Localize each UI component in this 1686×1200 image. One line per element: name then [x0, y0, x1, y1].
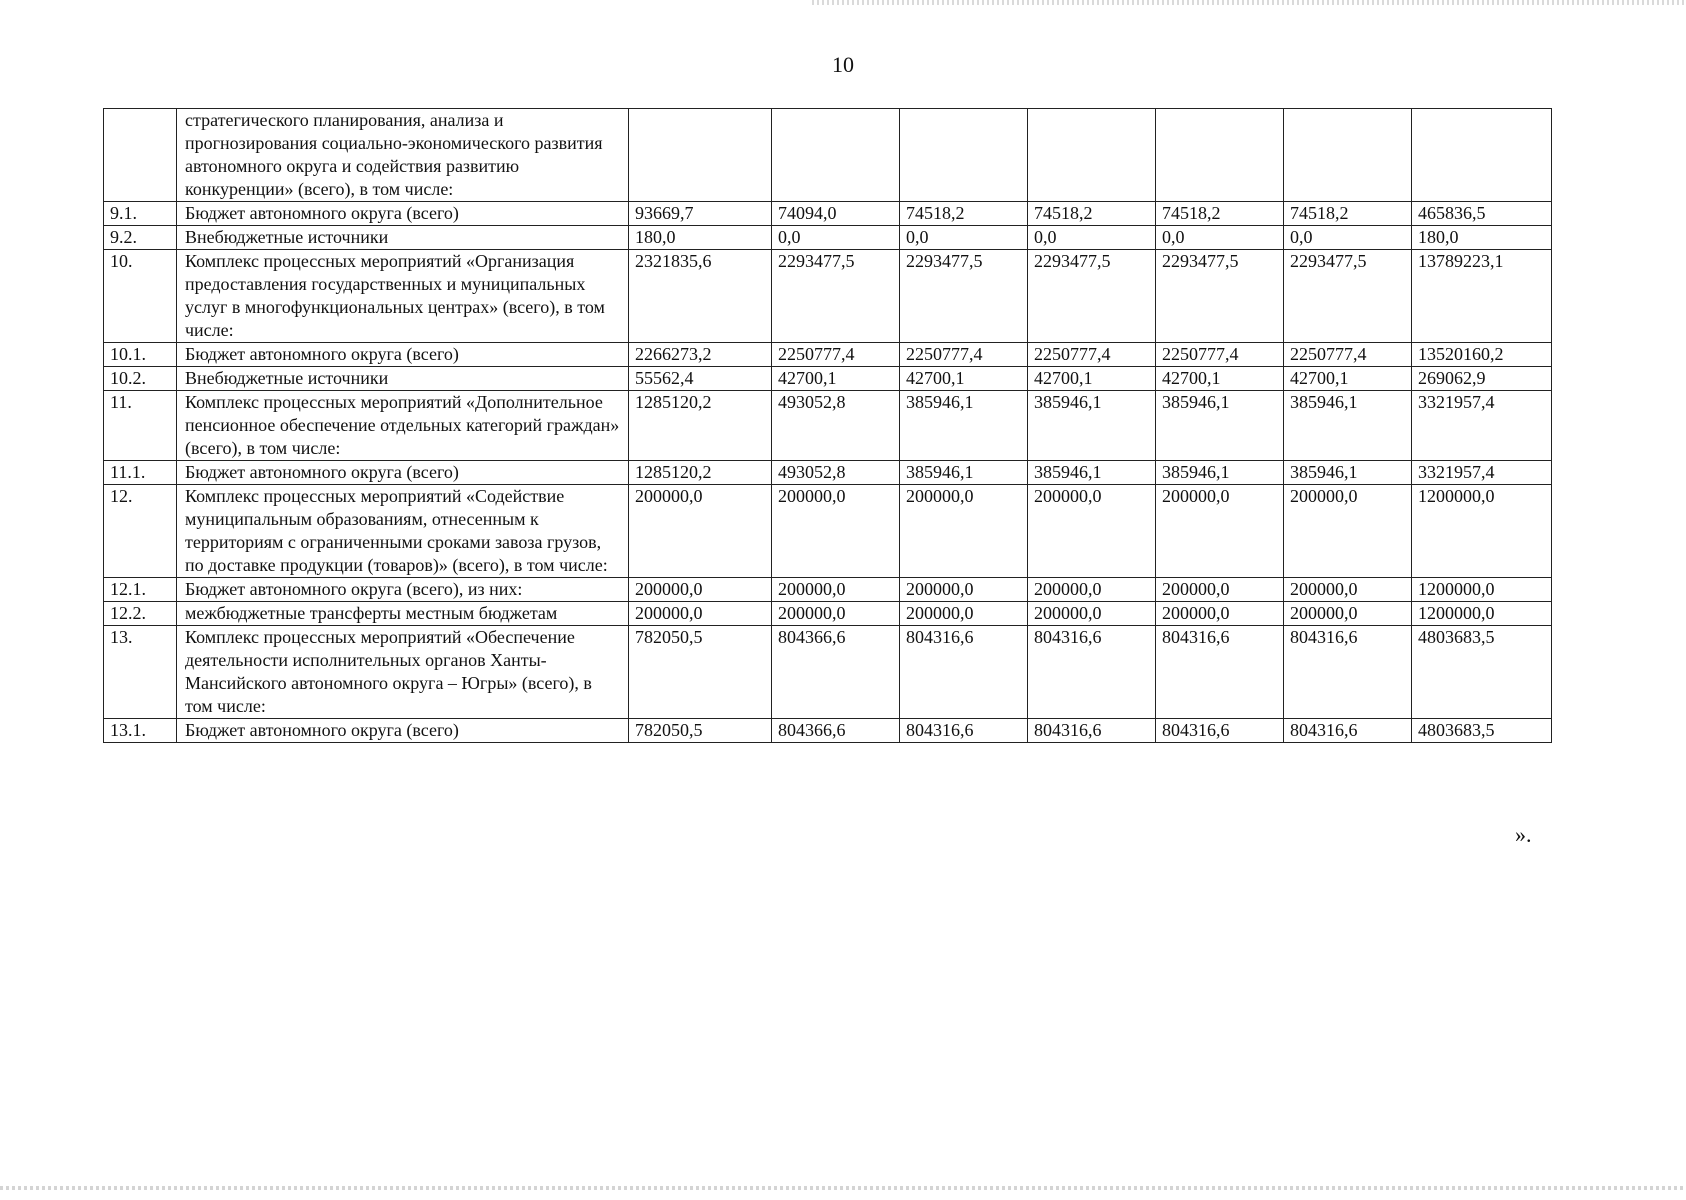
- year-value-cell: 385946,1: [900, 461, 1028, 485]
- year-value-cell: 200000,0: [1028, 578, 1156, 602]
- year-value-cell: 0,0: [1028, 226, 1156, 250]
- year-value-cell: 385946,1: [1284, 461, 1412, 485]
- year-value-cell: 74094,0: [772, 202, 900, 226]
- row-number: 11.: [104, 391, 177, 461]
- year-value-cell: 200000,0: [629, 485, 772, 578]
- budget-table: [103, 108, 1552, 743]
- table-row: [104, 367, 1552, 391]
- table-row: [104, 485, 1552, 578]
- total-value-cell: 3321957,4: [1412, 461, 1552, 485]
- total-value-cell: 1200000,0: [1412, 485, 1552, 578]
- year-value-cell: 804316,6: [1156, 719, 1284, 743]
- year-value-cell: 493052,8: [772, 461, 900, 485]
- total-value-cell: [1412, 109, 1552, 202]
- row-description: Комплекс процессных мероприятий «Содействие муниципальным образованиям, отнесенным к территориям с ограниченными сроками завоза грузов, по доставке продукции (товаров)» (всего), в том числе:: [177, 485, 629, 578]
- year-value-cell: 200000,0: [629, 602, 772, 626]
- year-value-cell: 2250777,4: [1284, 343, 1412, 367]
- year-value-cell: 804316,6: [1284, 626, 1412, 719]
- row-description: Внебюджетные источники: [177, 367, 629, 391]
- table-row: [104, 626, 1552, 719]
- table-body: [104, 109, 1552, 743]
- year-value-cell: 2266273,2: [629, 343, 772, 367]
- row-number: [104, 109, 177, 202]
- row-number: 12.2.: [104, 602, 177, 626]
- year-value-cell: 0,0: [900, 226, 1028, 250]
- year-value-cell: 0,0: [1284, 226, 1412, 250]
- year-value-cell: 2321835,6: [629, 250, 772, 343]
- year-value-cell: 200000,0: [1284, 485, 1412, 578]
- total-value-cell: 269062,9: [1412, 367, 1552, 391]
- row-description: Внебюджетные источники: [177, 226, 629, 250]
- table-row: [104, 226, 1552, 250]
- closing-quote-mark: ».: [1515, 822, 1532, 847]
- year-value-cell: 2293477,5: [900, 250, 1028, 343]
- year-value-cell: 1285120,2: [629, 461, 772, 485]
- table-row: [104, 391, 1552, 461]
- year-value-cell: 200000,0: [629, 578, 772, 602]
- year-value-cell: 804316,6: [900, 719, 1028, 743]
- table-row: [104, 250, 1552, 343]
- year-value-cell: [629, 109, 772, 202]
- year-value-cell: 200000,0: [1156, 602, 1284, 626]
- row-description: Бюджет автономного округа (всего): [177, 719, 629, 743]
- year-value-cell: [900, 109, 1028, 202]
- year-value-cell: 804366,6: [772, 626, 900, 719]
- scan-artifact-bottom: [0, 1186, 1686, 1190]
- year-value-cell: 385946,1: [1284, 391, 1412, 461]
- year-value-cell: 74518,2: [1156, 202, 1284, 226]
- year-value-cell: 200000,0: [772, 578, 900, 602]
- row-description: Комплекс процессных мероприятий «Обеспечение деятельности исполнительных органов Ханты-Мансийского автономного округа – Югры» (всего), в том числе:: [177, 626, 629, 719]
- total-value-cell: 4803683,5: [1412, 719, 1552, 743]
- year-value-cell: 804316,6: [1028, 626, 1156, 719]
- year-value-cell: 55562,4: [629, 367, 772, 391]
- year-value-cell: 385946,1: [1156, 461, 1284, 485]
- row-number: 13.1.: [104, 719, 177, 743]
- year-value-cell: 200000,0: [772, 485, 900, 578]
- year-value-cell: 782050,5: [629, 719, 772, 743]
- table-row: [104, 578, 1552, 602]
- row-number: 12.1.: [104, 578, 177, 602]
- year-value-cell: 200000,0: [900, 578, 1028, 602]
- table-row: [104, 109, 1552, 202]
- row-description: Бюджет автономного округа (всего): [177, 202, 629, 226]
- year-value-cell: 74518,2: [900, 202, 1028, 226]
- year-value-cell: 385946,1: [1028, 391, 1156, 461]
- year-value-cell: 180,0: [629, 226, 772, 250]
- year-value-cell: 200000,0: [900, 602, 1028, 626]
- total-value-cell: 3321957,4: [1412, 391, 1552, 461]
- year-value-cell: 200000,0: [1156, 578, 1284, 602]
- year-value-cell: 74518,2: [1028, 202, 1156, 226]
- row-number: 10.: [104, 250, 177, 343]
- row-description: Бюджет автономного округа (всего): [177, 343, 629, 367]
- row-number: 10.1.: [104, 343, 177, 367]
- row-number: 9.1.: [104, 202, 177, 226]
- row-description: Комплекс процессных мероприятий «Дополнительное пенсионное обеспечение отдельных категорий граждан» (всего), в том числе:: [177, 391, 629, 461]
- year-value-cell: 2250777,4: [1028, 343, 1156, 367]
- year-value-cell: 200000,0: [1284, 578, 1412, 602]
- total-value-cell: 4803683,5: [1412, 626, 1552, 719]
- year-value-cell: 200000,0: [1156, 485, 1284, 578]
- year-value-cell: 782050,5: [629, 626, 772, 719]
- year-value-cell: 200000,0: [772, 602, 900, 626]
- year-value-cell: 200000,0: [900, 485, 1028, 578]
- year-value-cell: 804316,6: [900, 626, 1028, 719]
- year-value-cell: 42700,1: [1284, 367, 1412, 391]
- year-value-cell: 200000,0: [1028, 602, 1156, 626]
- year-value-cell: [1156, 109, 1284, 202]
- table-row: [104, 202, 1552, 226]
- year-value-cell: 200000,0: [1028, 485, 1156, 578]
- year-value-cell: 2250777,4: [772, 343, 900, 367]
- year-value-cell: 42700,1: [1028, 367, 1156, 391]
- row-number: 13.: [104, 626, 177, 719]
- year-value-cell: 93669,7: [629, 202, 772, 226]
- year-value-cell: 200000,0: [1284, 602, 1412, 626]
- year-value-cell: 493052,8: [772, 391, 900, 461]
- table-row: [104, 343, 1552, 367]
- year-value-cell: 42700,1: [1156, 367, 1284, 391]
- row-number: 10.2.: [104, 367, 177, 391]
- year-value-cell: 42700,1: [900, 367, 1028, 391]
- year-value-cell: 385946,1: [1028, 461, 1156, 485]
- total-value-cell: 465836,5: [1412, 202, 1552, 226]
- year-value-cell: 2293477,5: [1284, 250, 1412, 343]
- table-row: [104, 719, 1552, 743]
- year-value-cell: 0,0: [1156, 226, 1284, 250]
- row-number: 9.2.: [104, 226, 177, 250]
- table-row: [104, 602, 1552, 626]
- total-value-cell: 1200000,0: [1412, 578, 1552, 602]
- total-value-cell: 13789223,1: [1412, 250, 1552, 343]
- scan-artifact-top: [812, 0, 1686, 5]
- year-value-cell: 2250777,4: [900, 343, 1028, 367]
- year-value-cell: 74518,2: [1284, 202, 1412, 226]
- year-value-cell: [1284, 109, 1412, 202]
- year-value-cell: 2250777,4: [1156, 343, 1284, 367]
- year-value-cell: 42700,1: [772, 367, 900, 391]
- table-row: [104, 461, 1552, 485]
- year-value-cell: 2293477,5: [772, 250, 900, 343]
- page-number: 10: [832, 52, 854, 77]
- year-value-cell: 2293477,5: [1028, 250, 1156, 343]
- year-value-cell: 804316,6: [1028, 719, 1156, 743]
- row-description: Бюджет автономного округа (всего): [177, 461, 629, 485]
- year-value-cell: [1028, 109, 1156, 202]
- row-number: 12.: [104, 485, 177, 578]
- row-description: стратегического планирования, анализа и прогнозирования социально-экономического развития автономного округа и содействия развитию конкуренции» (всего), в том числе:: [177, 109, 629, 202]
- year-value-cell: [772, 109, 900, 202]
- year-value-cell: 1285120,2: [629, 391, 772, 461]
- row-description: Комплекс процессных мероприятий «Организация предоставления государственных и муниципальных услуг в многофункциональных центрах» (всего), в том числе:: [177, 250, 629, 343]
- row-description: Бюджет автономного округа (всего), из них:: [177, 578, 629, 602]
- year-value-cell: 804316,6: [1284, 719, 1412, 743]
- year-value-cell: 385946,1: [900, 391, 1028, 461]
- total-value-cell: 180,0: [1412, 226, 1552, 250]
- year-value-cell: 0,0: [772, 226, 900, 250]
- year-value-cell: 2293477,5: [1156, 250, 1284, 343]
- year-value-cell: 804316,6: [1156, 626, 1284, 719]
- row-number: 11.1.: [104, 461, 177, 485]
- year-value-cell: 804366,6: [772, 719, 900, 743]
- total-value-cell: 13520160,2: [1412, 343, 1552, 367]
- year-value-cell: 385946,1: [1156, 391, 1284, 461]
- row-description: межбюджетные трансферты местным бюджетам: [177, 602, 629, 626]
- total-value-cell: 1200000,0: [1412, 602, 1552, 626]
